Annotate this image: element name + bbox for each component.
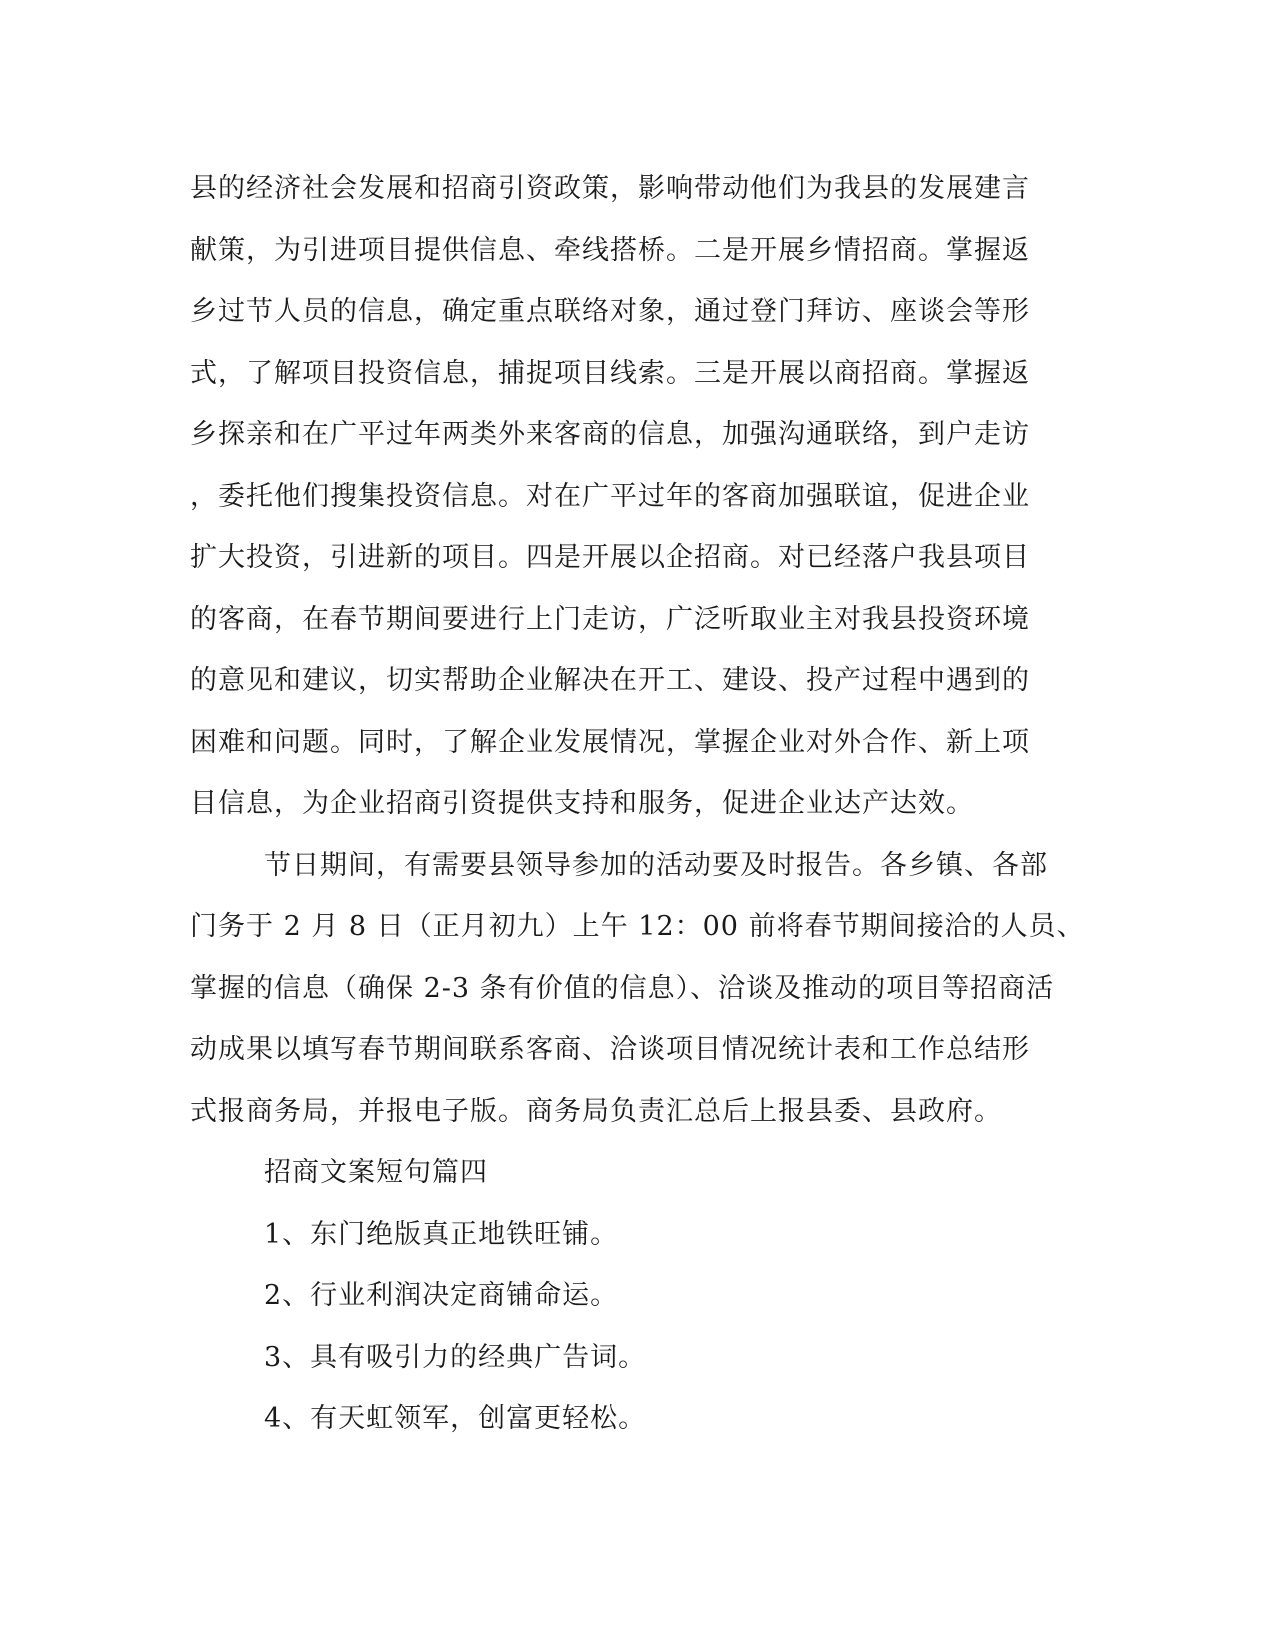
- list-item: 2、行业利润决定商铺命运。: [264, 1280, 619, 1311]
- paragraph-line: 乡过节人员的信息，确定重点联络对象，通过登门拜访、座谈会等形: [190, 296, 1030, 327]
- list-item: 1、东门绝版真正地铁旺铺。: [264, 1218, 619, 1250]
- document-body: [190, 158, 1090, 1450]
- paragraph-line: 式报商务局，并报电子版。商务局负责汇总后上报县委、县政府。: [190, 1095, 1002, 1127]
- paragraph-2: [190, 835, 1090, 1143]
- paragraph-line: 门务于 2 月 8 日（正月初九）上午 12：00 前将春节期间接洽的人员、: [190, 911, 1085, 942]
- list-item: 3、具有吸引力的经典广告词。: [264, 1341, 647, 1373]
- paragraph-line: 动成果以填写春节期间联系客商、洽谈项目情况统计表和工作总结形: [190, 1034, 1030, 1065]
- paragraph-line: 县的经济社会发展和招商引资政策，影响带动他们为我县的发展建言: [190, 173, 1030, 204]
- paragraph-line: 献策，为引进项目提供信息、牵线搭桥。二是开展乡情招商。掌握返: [190, 234, 1030, 266]
- paragraph-line: 式，了解项目投资信息，捕捉项目线索。三是开展以商招商。掌握返: [190, 357, 1030, 389]
- paragraph-line: 困难和问题。同时，了解企业发展情况，掌握企业对外合作、新上项: [190, 726, 1030, 758]
- paragraph-line: 节日期间，有需要县领导参加的活动要及时报告。各乡镇、各部: [264, 849, 1048, 881]
- paragraph-line: 目信息，为企业招商引资提供支持和服务，促进企业达产达效。: [190, 788, 974, 819]
- paragraph-line: 的客商，在春节期间要进行上门走访，广泛听取业主对我县投资环境: [190, 603, 1030, 635]
- paragraph-line: 的意见和建议，切实帮助企业解决在开工、建设、投产过程中遇到的: [190, 665, 1030, 696]
- paragraph-line: 掌握的信息（确保 2-3 条有价值的信息）、洽谈及推动的项目等招商活: [190, 972, 1055, 1004]
- slogan-list: [190, 1204, 1090, 1450]
- paragraph-line: ，委托他们搜集投资信息。对在广平过年的客商加强联谊，促进企业: [190, 480, 1030, 512]
- section-title: 招商文案短句篇四: [264, 1157, 488, 1188]
- list-item: 4、有天虹领军，创富更轻松。: [264, 1403, 647, 1434]
- paragraph-line: 扩大投资，引进新的项目。四是开展以企招商。对已经落户我县项目: [190, 542, 1030, 573]
- paragraph-1: [190, 158, 1090, 835]
- paragraph-line: 乡探亲和在广平过年两类外来客商的信息，加强沟通联络，到户走访: [190, 419, 1030, 450]
